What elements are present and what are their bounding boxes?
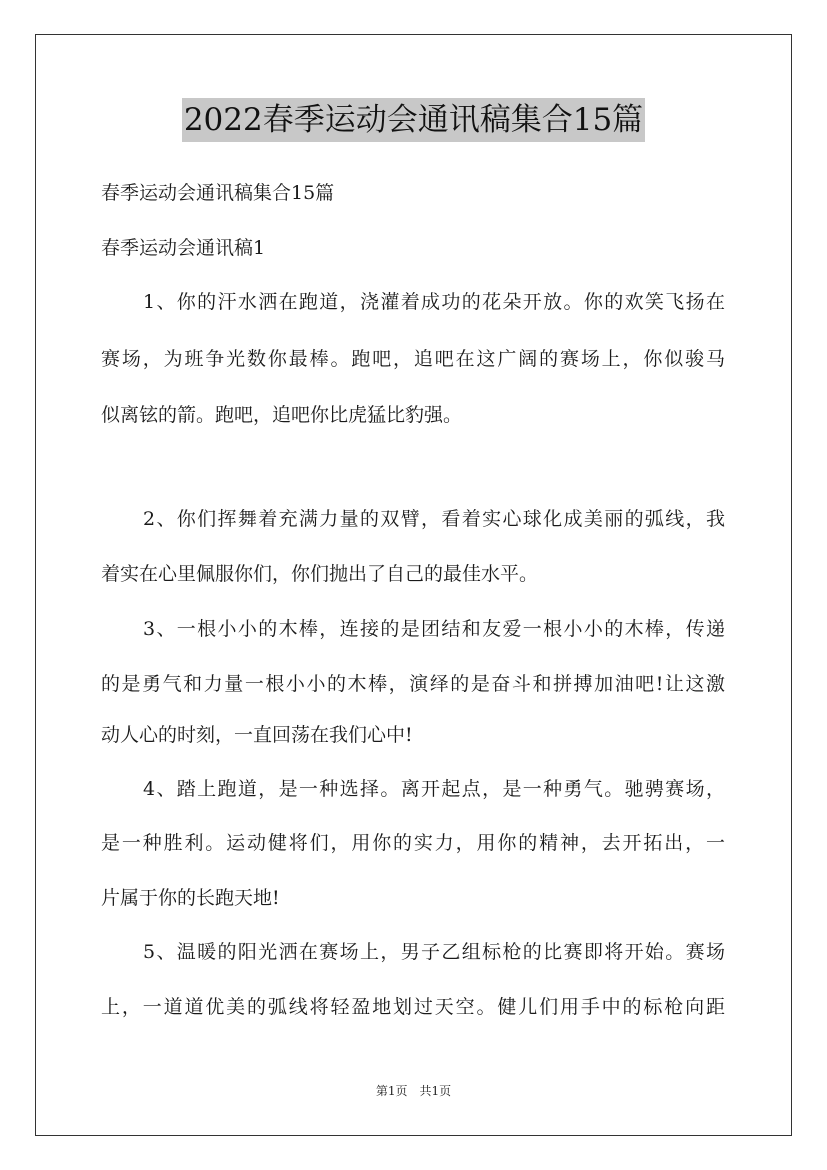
- page-number-current: 第1页: [375, 1084, 408, 1098]
- paragraph-2-line-1: 2、你们挥舞着充满力量的双臂，看着实心球化成美丽的弧线，我: [143, 508, 725, 530]
- paragraph-2-line-2: 着实在心里佩服你们，你们抛出了自己的最佳水平。: [101, 563, 539, 585]
- document-subtitle: 春季运动会通讯稿集合15篇: [101, 182, 335, 204]
- page-number-total: 共1页: [419, 1084, 452, 1098]
- title-container: [0, 98, 827, 142]
- section-heading: 春季运动会通讯稿1: [101, 237, 266, 259]
- page-footer: [0, 1083, 827, 1099]
- paragraph-5-line-2: 上，一道道优美的弧线将轻盈地划过天空。健儿们用手中的标枪向距: [101, 996, 725, 1018]
- paragraph-4-line-1: 4、踏上跑道，是一种选择。离开起点，是一种勇气。驰骋赛场，: [143, 778, 725, 800]
- paragraph-3-line-2: 的是勇气和力量一根小小的木棒，演绎的是奋斗和拼搏加油吧!让这激: [101, 673, 725, 695]
- paragraph-3-line-3: 动人心的时刻，一直回荡在我们心中!: [101, 724, 413, 746]
- paragraph-3-line-1: 3、一根小小的木棒，连接的是团结和友爱一根小小的木棒，传递: [143, 618, 725, 640]
- paragraph-4-line-3: 片属于你的长跑天地!: [101, 887, 280, 909]
- paragraph-1-line-1: 1、你的汗水洒在跑道，浇灌着成功的花朵开放。你的欢笑飞扬在: [143, 291, 725, 313]
- paragraph-1-line-2: 赛场，为班争光数你最棒。跑吧，追吧在这广阔的赛场上，你似骏马: [101, 348, 725, 370]
- document-title: 2022春季运动会通讯稿集合15篇: [182, 98, 645, 142]
- paragraph-5-line-1: 5、温暖的阳光洒在赛场上，男子乙组标枪的比赛即将开始。赛场: [143, 941, 725, 963]
- paragraph-4-line-2: 是一种胜利。运动健将们，用你的实力，用你的精神，去开拓出，一: [101, 832, 725, 854]
- paragraph-1-line-3: 似离铉的箭。跑吧，追吧你比虎猛比豹强。: [101, 404, 463, 426]
